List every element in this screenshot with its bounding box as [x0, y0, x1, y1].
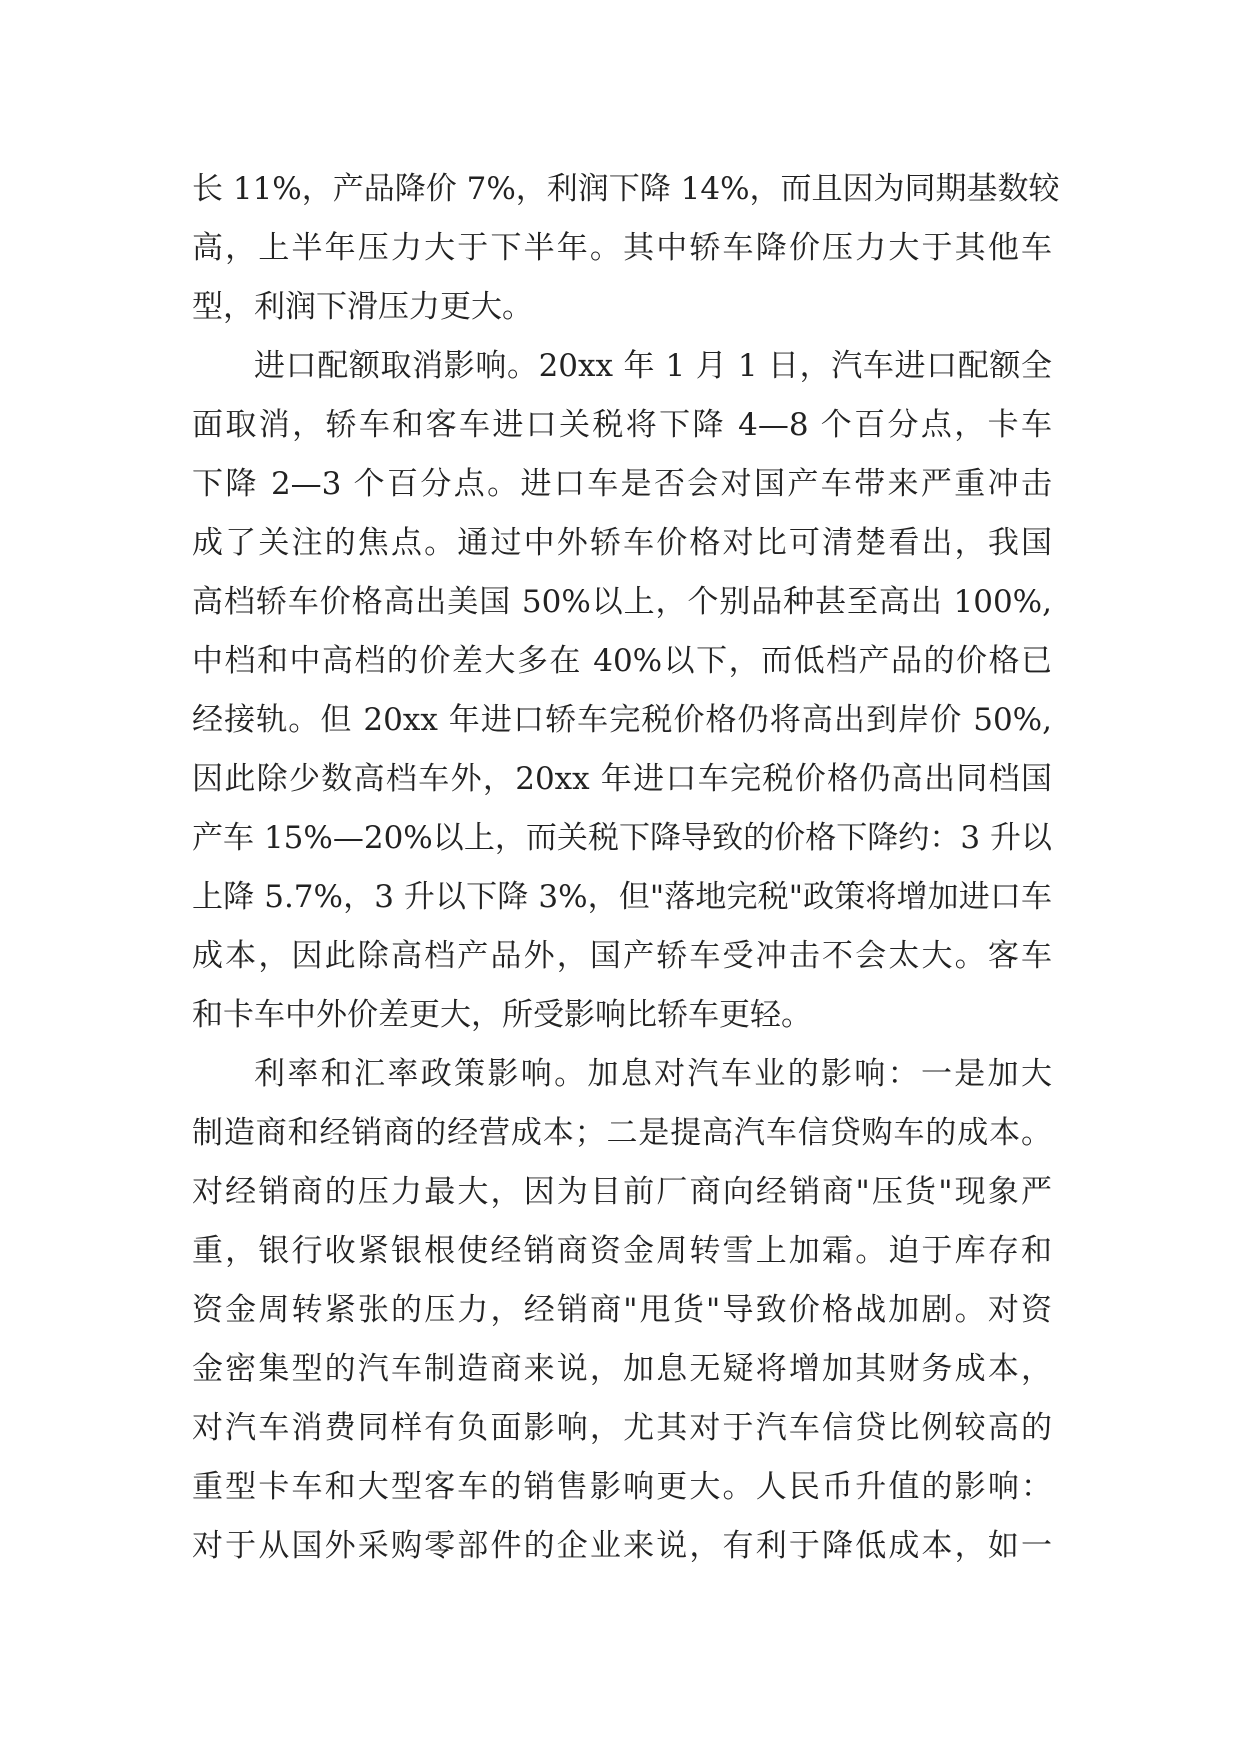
- body-text: [192, 160, 1060, 1576]
- text-line: 和卡车中外价差更大，所受影响比轿车更轻。: [192, 997, 812, 1033]
- text-line: 制造商和经销商的经营成本；二是提高汽车信贷购车的成本。: [192, 1115, 1052, 1151]
- text-line: 因此除少数高档车外，20xx 年进口车完税价格仍高出同档国: [192, 761, 1052, 797]
- paragraph-first-line: 进口配额取消影响。20xx 年 1 月 1 日，汽车进口配额全: [254, 348, 1052, 384]
- text-line: 上降 5.7%，3 升以下降 3%，但"落地完税"政策将增加进口车: [192, 879, 1052, 915]
- text-line: 对于从国外采购零部件的企业来说，有利于降低成本，如一: [192, 1528, 1052, 1564]
- text-line: 高，上半年压力大于下半年。其中轿车降价压力大于其他车: [192, 230, 1052, 266]
- text-line: 产车 15%—20%以上，而关税下降导致的价格下降约：3 升以: [192, 820, 1052, 856]
- text-line: 高档轿车价格高出美国 50%以上，个别品种甚至高出 100%,: [192, 584, 1052, 620]
- text-line: 成了关注的焦点。通过中外轿车价格对比可清楚看出，我国: [192, 525, 1052, 561]
- text-line: 成本，因此除高档产品外，国产轿车受冲击不会太大。客车: [192, 938, 1052, 974]
- text-line: 中档和中高档的价差大多在 40%以下，而低档产品的价格已: [192, 643, 1052, 679]
- text-line: 资金周转紧张的压力，经销商"甩货"导致价格战加剧。对资: [192, 1292, 1052, 1328]
- text-line: 长 11%，产品降价 7%，利润下降 14%，而且因为同期基数较: [192, 171, 1060, 207]
- text-line: 对经销商的压力最大，因为目前厂商向经销商"压货"现象严: [192, 1174, 1052, 1210]
- text-line: 对汽车消费同样有负面影响，尤其对于汽车信贷比例较高的: [192, 1410, 1052, 1446]
- paragraph-first-line: 利率和汇率政策影响。加息对汽车业的影响：一是加大: [254, 1056, 1052, 1092]
- text-line: 重型卡车和大型客车的销售影响更大。人民币升值的影响：: [192, 1469, 1052, 1505]
- text-line: 下降 2—3 个百分点。进口车是否会对国产车带来严重冲击: [192, 466, 1052, 502]
- text-line: 面取消，轿车和客车进口关税将下降 4—8 个百分点，卡车: [192, 407, 1052, 443]
- text-line: 型，利润下滑压力更大。: [192, 289, 533, 325]
- text-line: 金密集型的汽车制造商来说，加息无疑将增加其财务成本，: [192, 1351, 1052, 1387]
- text-line: 重，银行收紧银根使经销商资金周转雪上加霜。迫于库存和: [192, 1233, 1052, 1269]
- text-line: 经接轨。但 20xx 年进口轿车完税价格仍将高出到岸价 50%,: [192, 702, 1052, 738]
